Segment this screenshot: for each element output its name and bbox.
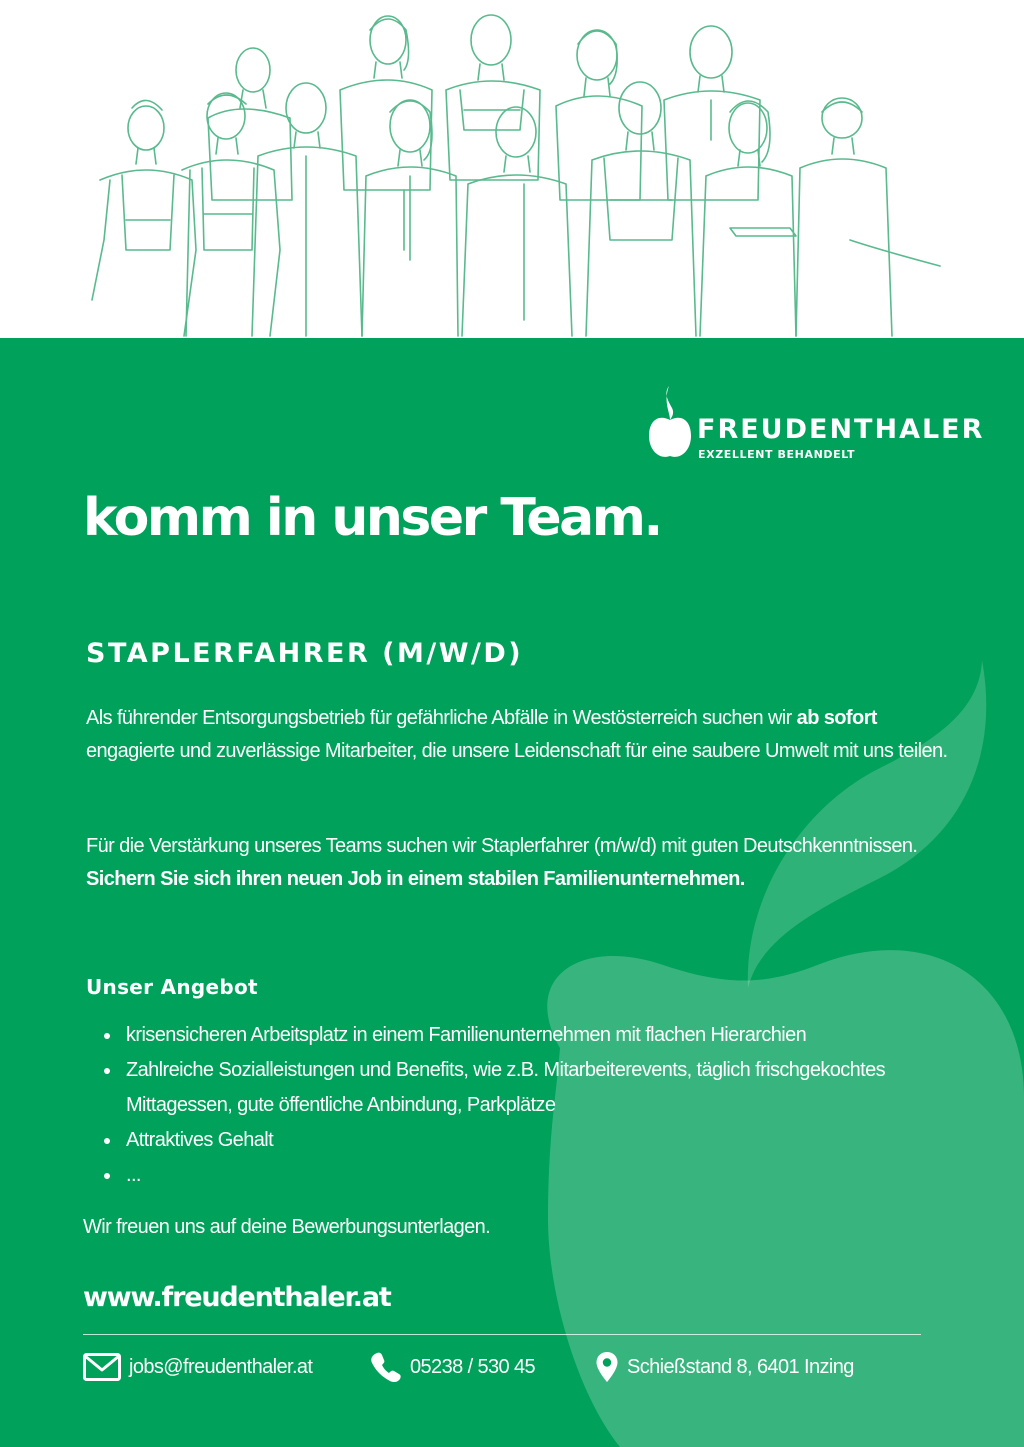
worker-front-1 (92, 100, 196, 336)
brand-logo[interactable] (645, 384, 1005, 464)
bullet-icon (104, 1138, 110, 1144)
website-link[interactable]: www.freudenthaler.at (83, 1282, 391, 1313)
worker-front-3 (252, 83, 362, 336)
content-panel (0, 338, 1024, 1447)
bullet-icon (104, 1173, 110, 1179)
list-item: krisensicheren Arbeitsplatz in einem Familienunternehmen mit flachen Hierarchien (104, 1018, 984, 1053)
brand-name: FREUDENTHALER (697, 414, 985, 445)
email-text: jobs@freudenthaler.at (129, 1355, 313, 1378)
team-paragraph: Für die Verstärkung unseres Teams suchen wir Staplerfahrer (m/w/d) mit guten Deutschkenntnissen. Sichern Sie sich ihren neuen Job in einem stabilen Familienunternehmen. (86, 835, 918, 890)
worker-back-4 (556, 30, 642, 200)
bullet-icon (104, 1033, 110, 1039)
worker-front-4 (362, 100, 458, 336)
phone-text: 05238 / 530 45 (410, 1355, 536, 1378)
list-item: Attraktives Gehalt (104, 1123, 984, 1158)
map-pin-icon (595, 1351, 619, 1383)
workers-line-illustration (0, 0, 1024, 338)
contact-address[interactable] (595, 1350, 854, 1384)
closing-text: Wir freuen uns auf deine Bewerbungsunterlagen. (83, 1216, 491, 1238)
worker-front-8 (796, 98, 940, 336)
worker-front-7 (700, 101, 796, 336)
worker-front-5 (462, 107, 572, 336)
bullet-icon (104, 1068, 110, 1074)
intro-paragraph: Als führender Entsorgungsbetrieb für gefährliche Abfälle in Westösterreich suchen wir ab sofort engagierte und zuverlässige Mitarbeiter, die unsere Leidenschaft für eine saubere Umwelt mit uns teilen. (86, 707, 948, 762)
worker-back-3 (446, 15, 540, 180)
brand-tagline: EXZELLENT BEHANDELT (698, 448, 856, 461)
worker-back-1 (208, 48, 292, 200)
worker-front-2 (182, 93, 280, 336)
offer-list (104, 1018, 984, 1193)
offer-heading: Unser Angebot (86, 975, 258, 999)
phone-icon (370, 1351, 402, 1383)
envelope-icon (83, 1353, 121, 1381)
apple-logo-icon (645, 384, 695, 464)
team-illustration (0, 0, 1024, 338)
divider (83, 1334, 921, 1335)
contact-email[interactable] (83, 1350, 312, 1384)
address-text: Schießstand 8, 6401 Inzing (627, 1355, 854, 1378)
list-item: ... (104, 1158, 984, 1193)
page-headline: komm in unser Team. (83, 488, 661, 548)
contact-phone[interactable] (370, 1350, 535, 1384)
job-title: STAPLERFAHRER (M/W/D) (86, 638, 524, 669)
list-item: Zahlreiche Sozialleistungen und Benefits, wie z.B. Mitarbeiterevents, täglich frischgekochtes Mittagessen, gute öffentliche Anbindung, Parkplätze (104, 1053, 984, 1123)
